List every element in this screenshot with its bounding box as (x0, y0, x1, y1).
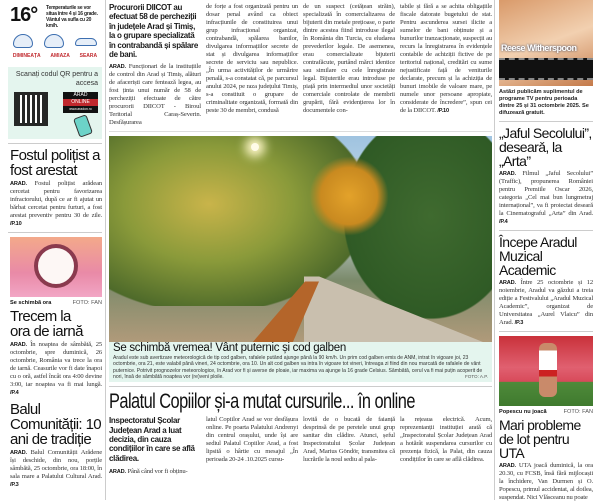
weather-temp: 16° (10, 4, 38, 26)
lead-col3: de un suspect (cetățean străin), specializată în comercializarea de bijuterii din metale prețioase, o parte dintre acestea fiind introduse ilegal în România din Turcia, cu eludarea prevederilor legale. De asemenea, erau comercializate bijuterii contrafăcute, purtând mărci identice sau similare cu cele înregistrate legal. Bijuteriile erau introduse pe piață prin intermediul unor societăți comerciale controlate de membrii grupării, fără evidențierea lor în documentele con- (303, 3, 395, 114)
weather-box (8, 3, 102, 61)
article-body: ARAD. În noaptea de sâmbătă, 25 octombrie, spre duminică, 26 octombrie, România va trece la ora de iarnă. Ceasurile vor fi date înapoi cu o oră, astfel încât ora 4:00 devine 3:00, iar noaptea va fi mai lungă. /P.4 (10, 341, 102, 396)
right-column (499, 0, 593, 502)
phone-icon (73, 114, 93, 138)
article-title[interactable]: Mari probleme de lot pentru UTA (499, 417, 581, 461)
tv-text: Astăzi publicăm suplimentul de programe TV pentru perioada dintre 25 și 31 octombrie 2025. Se difuzează gratuit. (499, 89, 589, 116)
lead-col4: tabile și fără a se achita obligațiile fiscale datorate bugetului de stat. Pentru ascunderea sursei ilicite a sumelor de bani obținute și a bunurilor tranzacționate, suspecții au recurs la înregistrarea în evidențele contabile de achiziții fictive de pe teritoriul național, creditări cu sume nejustificate față de veniturile declarate, precum și la achiziția de bunuri imobile de valoare mare, pe numele unor persoane apropiate, considerate de încredere”, spun cei de la DIICOT. /P.10 (400, 3, 492, 114)
article-title[interactable]: Balul Comunității: 10 ani de tradiție (10, 401, 102, 448)
article (499, 126, 593, 226)
lead-lede: Procurorii DIICOT au efectuat 58 de percheziții în județele Arad și Timiș, la o grupare specializată în contrabandă și spălare de bani. (109, 3, 198, 60)
qr-box (8, 67, 102, 139)
lead-col2: de forțe a fost organizată pentru un dosar penal având ca obiect infracțiunile de constituirea unui grup infracțional organizat, contrabandă, spălarea banilor, divulgarea informațiilor secrete de stat și divulgarea informațiilor secrete de serviciu sau nepublice. „În urma activităților de urmărire penală, s-a constatat că, pe parcursul anului 2024, pe raza județului Timiș, s-a constituit o grupare de criminalitate organizată, formată din peste 30 de membri, condusă (206, 3, 298, 114)
article-body: ARAD. Fostul polițist arădean cercetat pentru favorizarea infractorului, după ce ar fi ajutat un bărbat cercetat pentru furturi, a fost arestat preventiv pentru 30 de zile. /P.10 (10, 180, 102, 227)
weather-period: AMIAZA (50, 53, 70, 59)
football-photo (499, 336, 593, 406)
weather-period: SEARA (79, 53, 98, 59)
left-column (8, 0, 102, 489)
photo-title[interactable]: Se schimbă vremea! Vânt puternic și cod galben (113, 342, 346, 355)
bottom-lede: Inspectoratul Școlar Județean Arad a luat decizia, din cauza condițiilor în care se află clădirea. (109, 416, 195, 463)
article (8, 402, 102, 489)
bottom-title[interactable]: Palatul Copiilor și-a mutat cursurile... în online (109, 390, 415, 414)
article (8, 309, 102, 397)
photo-credit: FOTO: FAN (72, 300, 102, 306)
article (499, 418, 593, 502)
article-title[interactable]: Începe Aradul Muzical Academic (499, 234, 577, 278)
bottom-article (109, 416, 492, 476)
bottom-col2: latul Copiilor Arad se vor desfășura online. Pe poarta Palatului Andrenyi din centrul orașului, unde își are sediul Palatul Copiilor Arad, a fost lipsită o hârtie cu mesajul „În perioada 20-24 .10.2025 cursu- (206, 416, 298, 464)
lead-article (109, 3, 492, 127)
player (539, 343, 557, 397)
photo-caption-box (109, 342, 492, 382)
article-title[interactable]: „Jaful Secolului”, desearǎ, la „Arta” (499, 125, 592, 169)
cloud-rain-icon (44, 34, 64, 48)
article-title[interactable]: Trecem la ora de iarnă (10, 308, 83, 340)
weather-text: Temperaturile se vor situa între 4 și 16 grade. Vântul va sufla cu 20 km/h. (46, 5, 98, 29)
aradonline-logo: ARAD ONLINE www.aradon.ro (63, 92, 98, 113)
bottom-col1: ARAD. Până când vor fi obținu- (109, 468, 188, 476)
weather-period: DIMINEAȚA (12, 53, 41, 59)
lead-col1: ARAD. Funcționari de la instituțiile de control din Arad și Timiș, alături de afaceriști care fentează legea, au fost ținta unui număr de 58 de percheziții efectuate de către procurorii DIICOT - Biroul Teritorial Caraș-Severin. Desfășurarea (109, 63, 202, 127)
article-body: ARAD. Între 25 octombrie și 12 noiembrie, Aradul va găzdui a treia ediție a Festivalului „Aradul Muzical Academic”, organizat de Universitatea „Aurel Vlaicu” din Arad. /P.3 (499, 279, 593, 326)
cloud-rain-icon (13, 34, 33, 48)
photo-text: Aradul este sub avertizare meteorologică de tip cod galben, rafalele putând ajunge până la 90 km/h. Un prim cod galben emis de ANM, intrat în vigoare joi, 23 octombrie, ora 21, este valabil până vineri, 24 octombrie, ora 10. Un alt cod galben va intra în vigoare tot vineri, întreaga zi fiind din nou marcată de rafalele de vânt puternice. Potrivit prognozelor meteorologice, în Arad vor fi și averse de ploaie, iar maxima va ajunge la 16 grade Celsius. Sâmbătă, cerul va fi mai puțin acoperit de nori, însă de sâmbătă noaptea vor (re)veni ploile. FOTO: A.P. (113, 354, 488, 380)
article-body: ARAD. Filmul „Jaful Secolului” (Traffic), propunerea României pentru Premiile Oscar 2026, categoria „Cel mai bun lungmetraj internațional”, va fi proiectat deseară la Cinematograful „Arta” din Arad. /P.4 (499, 170, 593, 225)
photo-caption: Popescu nu joacă (499, 409, 547, 415)
qr-text: Scanați codul QR pentru a accesa (15, 71, 98, 87)
photo-caption: Se schimbă ora (10, 300, 52, 306)
autumn-street-photo (109, 136, 492, 342)
middle-column (109, 0, 492, 476)
article-title[interactable]: Fostul polițist a fost arestat (10, 147, 100, 179)
article (499, 235, 593, 327)
article (8, 148, 102, 228)
article-body: ARAD. UTA joacă duminică, la ora 20.30, cu FCSB, însă fără mijlocașii la închidere, Van Durmen și O. Popescu, primul accidentat, al doilea, suspendat. Nici Vlăsceanu nu poate (499, 462, 594, 501)
article-body: ARAD. Balul Comunității Arădene își deschide, din nou, porțile sâmbătă, 25 octombrie, ora 18:00, în sala mare a Palatului Cultural Arad. /P.3 (10, 449, 102, 488)
cloud-wind-icon (75, 38, 97, 46)
tv-supplement-cover[interactable] (499, 0, 593, 86)
clock-photo (10, 237, 102, 297)
tv-star-name: Reese Witherspoon (501, 43, 577, 53)
bottom-col4: la rețeaua electrică. Acum, reprezentanții instituției arată că „Inspectoratul Școlar Județean Arad a hotărât suspendarea cursurilor cu prezența fizică, la Palat, din cauza condițiilor în care se află clădirea. (400, 416, 492, 464)
bottom-col3: lovită de o bucată de faianță desprinsă de pe peretele unui grup sanitar din clădire. Atunci, șeful Inspectoratului Școlar Județean Arad, Marius Göndör, transmitea că lucrările la noul sediu al pala- (303, 416, 395, 464)
photo-credit: FOTO: A.P. (464, 373, 488, 379)
qr-code[interactable] (14, 92, 48, 126)
photo-credit: FOTO: FAN (563, 409, 593, 415)
alarm-clock-icon (34, 244, 78, 288)
film-strip (499, 58, 593, 80)
